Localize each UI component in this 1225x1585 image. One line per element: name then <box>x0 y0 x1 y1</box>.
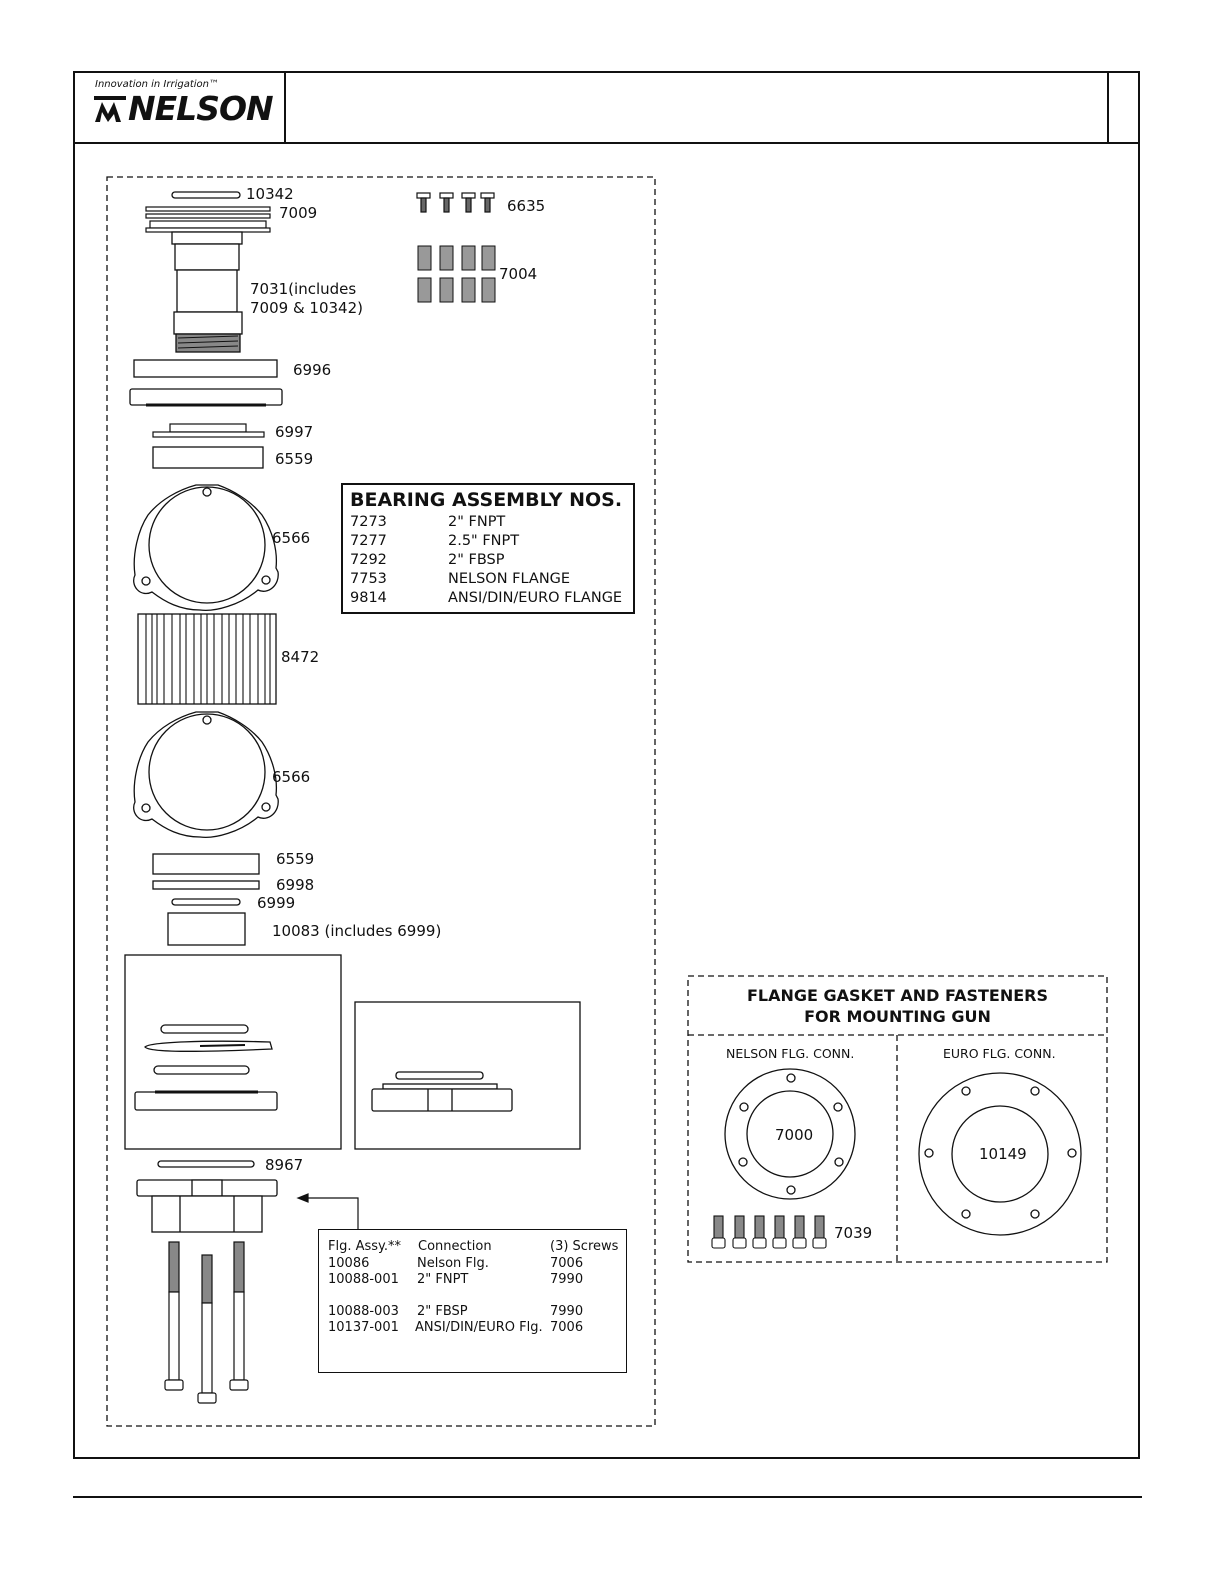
part-6996-housing-shape <box>130 389 282 405</box>
flange-cell: 10137-001 <box>328 1320 399 1335</box>
label-6997: 6997 <box>275 423 314 441</box>
logo-tagline: Innovation in Irrigation™ <box>95 79 219 90</box>
label-6566-bottom: 6566 <box>272 768 311 786</box>
label-7004: 7004 <box>499 265 538 283</box>
bearing-desc: 2" FBSP <box>448 552 505 568</box>
label-7039: 7039 <box>834 1224 873 1242</box>
label-6996: 6996 <box>293 361 332 379</box>
flange-cell: 2" FBSP <box>417 1304 468 1319</box>
flange-cell: 7990 <box>550 1272 584 1287</box>
nelson-connection-label: NELSON FLG. CONN. <box>726 1046 855 1061</box>
label-6999: 6999 <box>257 894 296 912</box>
part-8472-shape <box>138 614 276 704</box>
flange-table-leader <box>298 1194 358 1229</box>
flange-cell: 10088-003 <box>328 1304 399 1319</box>
inset-euro-parts <box>355 1002 580 1149</box>
part-6566-top-shape <box>134 485 279 610</box>
bearing-no: 7273 <box>350 514 387 530</box>
euro-connection-label: EURO FLG. CONN. <box>943 1046 1056 1061</box>
flange-cell: ANSI/DIN/EURO Flg. <box>415 1320 543 1335</box>
part-6997-shape <box>153 424 264 437</box>
part-7039-shape <box>712 1216 826 1248</box>
label-8472: 8472 <box>281 648 320 666</box>
flange-cell: 7990 <box>550 1304 584 1319</box>
label-6998: 6998 <box>276 876 315 894</box>
gasket-title-line2: FOR MOUNTING GUN <box>804 1007 991 1026</box>
bearing-row <box>350 571 571 587</box>
logo-wordmark: NELSON <box>128 89 273 128</box>
bearing-desc: NELSON FLANGE <box>448 571 571 587</box>
label-8967: 8967 <box>265 1156 304 1174</box>
flange-assembly-shape <box>137 1180 277 1232</box>
label-10342: 10342 <box>246 185 294 203</box>
part-6996-shape <box>134 360 277 377</box>
flange-bolts-shape <box>165 1242 248 1403</box>
part-6559-top-shape <box>153 447 263 468</box>
bearing-desc: ANSI/DIN/EURO FLANGE <box>448 590 623 606</box>
part-7009-shape <box>146 207 270 232</box>
label-7009: 7009 <box>279 204 318 222</box>
part-6635-shape <box>417 193 494 212</box>
bearing-row <box>350 533 520 549</box>
gasket-title <box>688 985 1107 1027</box>
flange-cell: 2" FNPT <box>417 1272 469 1287</box>
part-10083-shape <box>168 913 245 945</box>
label-6566-top: 6566 <box>272 529 311 547</box>
gasket-title-line1: FLANGE GASKET AND FASTENERS <box>746 986 1048 1005</box>
bearing-assembly-table <box>341 483 635 614</box>
bearing-no: 7753 <box>350 571 387 587</box>
part-6998-shape <box>153 881 259 889</box>
flange-header-screws: (3) Screws <box>550 1239 619 1254</box>
label-7000: 7000 <box>775 1126 814 1144</box>
bearing-desc: 2" FNPT <box>448 514 506 530</box>
part-6999-shape <box>172 899 240 905</box>
label-6559-bottom: 6559 <box>276 850 315 868</box>
part-6559-bottom-shape <box>153 854 259 874</box>
bearing-row <box>350 552 505 568</box>
label-10083: 10083 (includes 6999) <box>272 922 442 940</box>
part-7004-shape <box>418 246 495 302</box>
flange-cell: 10088-001 <box>328 1272 399 1287</box>
flange-cell: 7006 <box>550 1256 584 1271</box>
flange-cell: 10086 <box>328 1256 370 1271</box>
label-6559-top: 6559 <box>275 450 314 468</box>
part-6566-bottom-shape <box>134 712 279 837</box>
label-7031-line1: 7031(includes <box>250 280 357 298</box>
label-7031-line2: 7009 & 10342) <box>250 299 363 317</box>
flange-assembly-table <box>318 1229 627 1373</box>
part-8967-shape <box>158 1161 254 1167</box>
bearing-no: 7292 <box>350 552 387 568</box>
flange-header-assy: Flg. Assy.** <box>328 1239 402 1254</box>
bearing-desc: 2.5" FNPT <box>448 533 520 549</box>
inset-nelson-parts <box>125 955 341 1149</box>
bearing-assembly-title: BEARING ASSEMBLY NOS. <box>350 489 623 511</box>
part-10342-shape <box>172 192 240 198</box>
bearing-row <box>350 590 623 606</box>
flange-cell: Nelson Flg. <box>417 1256 489 1271</box>
part-7031-shape <box>172 232 242 352</box>
label-6635: 6635 <box>507 197 546 215</box>
flange-cell: 7006 <box>550 1320 584 1335</box>
flange-header-connection: Connection <box>418 1239 492 1254</box>
label-10149: 10149 <box>979 1145 1027 1163</box>
bearing-no: 7277 <box>350 533 387 549</box>
bearing-no: 9814 <box>350 590 387 606</box>
bearing-row <box>350 514 506 530</box>
